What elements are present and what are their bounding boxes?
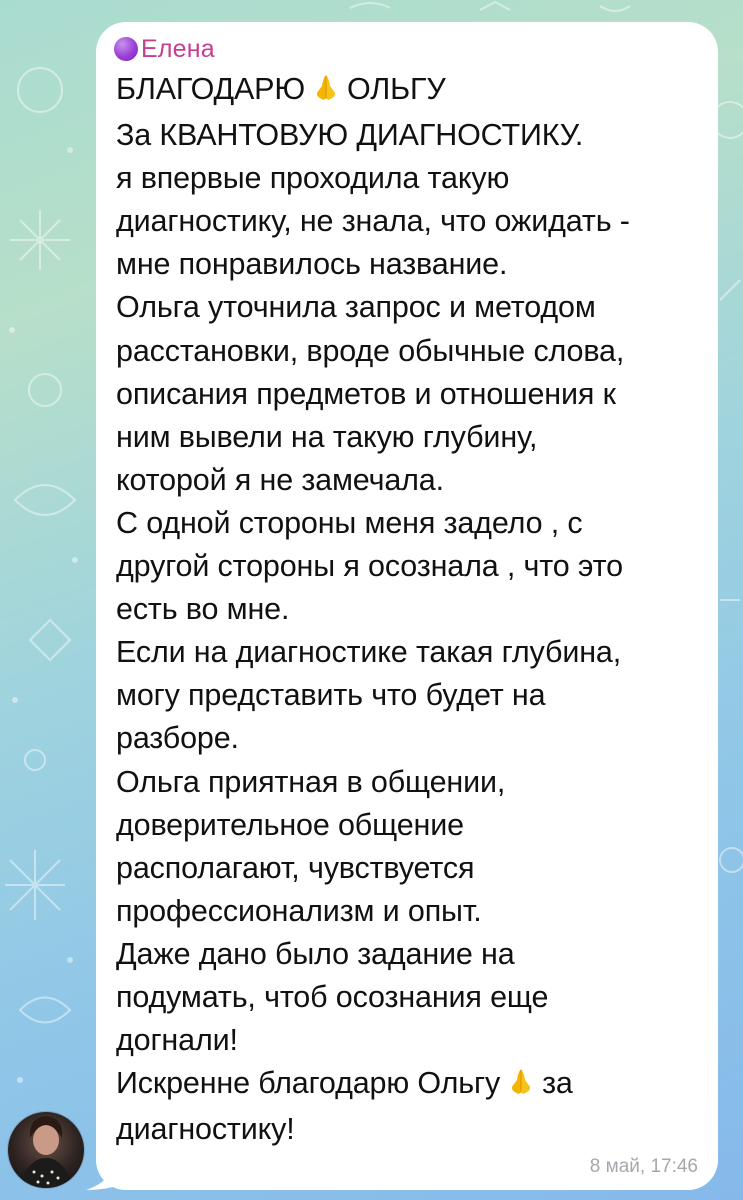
message-timestamp: 8 май, 17:46 (589, 1156, 698, 1177)
purple-circle-icon (114, 37, 138, 61)
message-line: могу представить что будет на (116, 678, 546, 713)
message-line-text: ОЛЬГУ (347, 72, 446, 106)
message-line-text: БЛАГОДАРЮ (116, 72, 306, 106)
message-line (116, 1062, 690, 1108)
message-line: мне понравилось название. (116, 247, 508, 282)
message-line: есть во мне. (116, 592, 290, 627)
message-line: За КВАНТОВУЮ ДИАГНОСТИКУ. (116, 118, 584, 153)
folded-hands-icon (506, 1065, 536, 1108)
avatar-photo (8, 1112, 84, 1188)
folded-hands-icon (311, 71, 341, 114)
bubble-tail (86, 1160, 116, 1190)
message-line: расстановки, вроде обычные слова, (116, 333, 625, 368)
message-line: С одной стороны меня задело , с (116, 505, 583, 540)
message-line: Даже дано было задание на (116, 936, 515, 971)
message-line: доверительное общение (116, 807, 464, 842)
message-line: догнали! (116, 1023, 238, 1058)
message-line (116, 68, 690, 114)
message-bubble[interactable] (96, 22, 718, 1190)
message-line: диагностику, не знала, что ожидать - (116, 204, 630, 239)
message-line: другой стороны я осознала , что это (116, 549, 623, 584)
message-sender[interactable] (114, 32, 690, 66)
message-line: разборе. (116, 721, 239, 756)
sender-name[interactable]: Елена (141, 34, 215, 63)
message-line: располагают, чувствуется (116, 850, 475, 885)
message-line: Если на диагностике такая глубина, (116, 635, 622, 670)
message-line: Ольга приятная в общении, (116, 764, 506, 799)
message-line: описания предметов и отношения к (116, 376, 616, 411)
sender-avatar[interactable] (8, 1112, 84, 1188)
message-line: профессионализм и опыт. (116, 893, 482, 928)
message-line: которой я не замечала. (116, 462, 444, 497)
message-line: я впервые проходила такую (116, 161, 510, 196)
message-line: ним вывели на такую глубину, (116, 419, 538, 454)
message-line: Ольга уточнила запрос и методом (116, 290, 596, 325)
message-line: диагностику! (116, 1112, 295, 1147)
message-line-text: Искренне благодарю Ольгу (116, 1066, 501, 1101)
message-text (116, 68, 690, 1151)
message-line-text: за (542, 1066, 573, 1101)
message-line: подумать, чтоб осознания еще (116, 979, 549, 1014)
